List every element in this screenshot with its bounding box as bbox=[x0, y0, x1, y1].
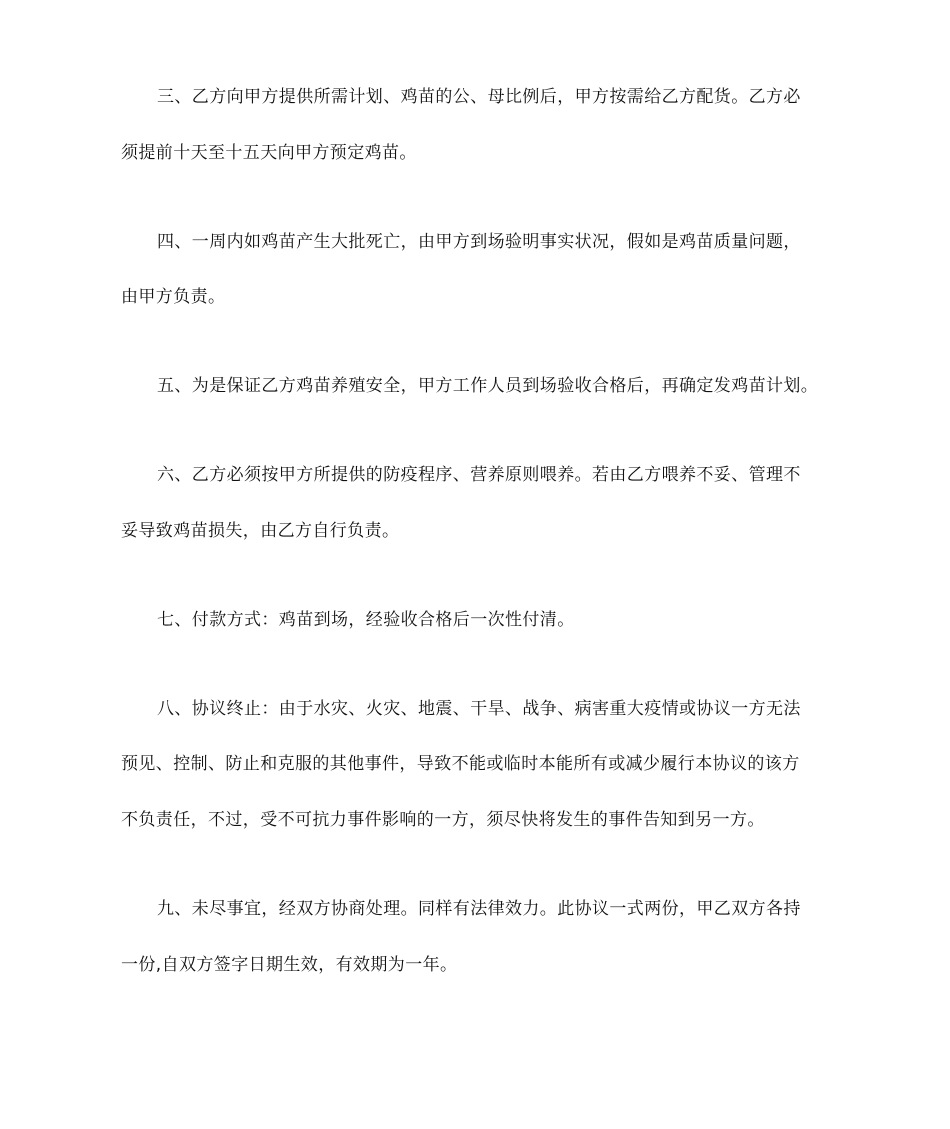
clause-4-line-1: 四、一周内如鸡苗产生大批死亡，由甲方到场验明事实状况，假如是鸡苗质量问题， bbox=[157, 232, 801, 252]
clause-7-line-1: 七、付款方式：鸡苗到场，经验收合格后一次性付清。 bbox=[157, 610, 575, 630]
clause-8-line-2: 预见、控制、防止和克服的其他事件，导致不能或临时本能所有或减少履行本协议的该方 bbox=[121, 754, 800, 774]
clause-9-line-1: 九、未尽事宜，经双方协商处理。同样有法律效力。此协议一式两份，甲乙双方各持 bbox=[157, 899, 801, 919]
clause-9-line-2: 一份,自双方签字日期生效，有效期为一年。 bbox=[121, 955, 458, 975]
clause-6-line-2: 妥导致鸡苗损失，由乙方自行负责。 bbox=[121, 521, 400, 541]
clause-3-line-1: 三、乙方向甲方提供所需计划、鸡苗的公、母比例后，甲方按需给乙方配货。乙方必 bbox=[157, 87, 801, 107]
clause-6-line-1: 六、乙方必须按甲方所提供的防疫程序、营养原则喂养。若由乙方喂养不妥、管理不 bbox=[157, 465, 801, 485]
clause-8-line-1: 八、协议终止：由于水灾、火灾、地震、干旱、战争、病害重大疫情或协议一方无法 bbox=[157, 699, 801, 719]
clause-8-line-3: 不负责任，不过，受不可抗力事件影响的一方，须尽快将发生的事件告知到另一方。 bbox=[121, 810, 765, 830]
clause-4-line-2: 由甲方负责。 bbox=[121, 287, 226, 307]
clause-3-line-2: 须提前十天至十五天向甲方预定鸡苗。 bbox=[121, 143, 417, 163]
clause-5-line-1: 五、为是保证乙方鸡苗养殖安全，甲方工作人员到场验收合格后，再确定发鸡苗计划。 bbox=[157, 376, 819, 396]
